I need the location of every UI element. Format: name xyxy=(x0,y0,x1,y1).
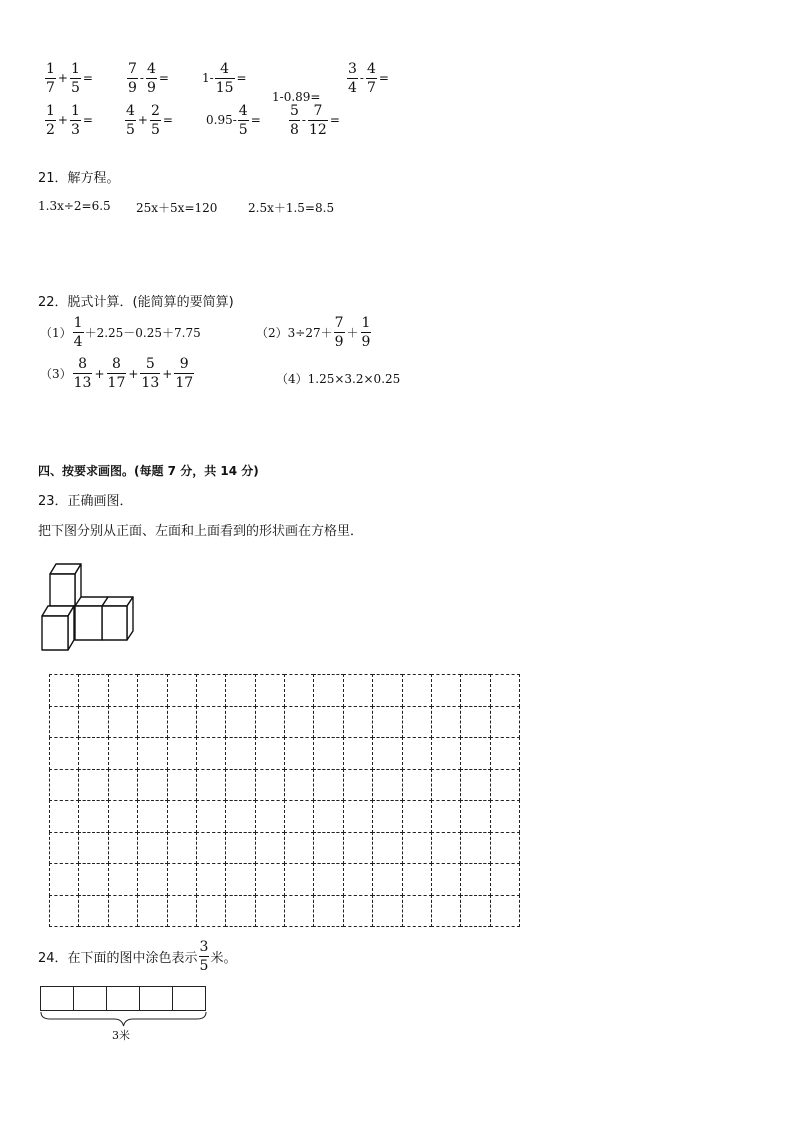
fraction-denominator: 7 xyxy=(366,79,376,96)
fraction-denominator: 9 xyxy=(128,79,137,96)
grid-cell[interactable] xyxy=(108,674,138,707)
grid-cell[interactable] xyxy=(460,706,490,739)
fraction-numerator: 4 xyxy=(220,60,230,77)
grid-cell[interactable] xyxy=(108,863,138,896)
grid-cell[interactable] xyxy=(490,832,520,865)
calc-item xyxy=(206,104,262,137)
grid-cell[interactable] xyxy=(49,674,79,707)
fraction-denominator: 5 xyxy=(70,79,80,96)
operator: - xyxy=(139,71,144,85)
grid-cell[interactable] xyxy=(225,895,255,928)
fraction-numerator: 8 xyxy=(78,356,88,372)
grid-cell[interactable] xyxy=(284,737,314,770)
item-number: （2） xyxy=(256,326,288,340)
fraction xyxy=(238,104,249,137)
grid-cell[interactable] xyxy=(284,769,314,802)
grid-cell[interactable] xyxy=(343,706,373,739)
grid-cell[interactable] xyxy=(255,737,285,770)
grid-cell[interactable] xyxy=(196,706,226,739)
operator: = xyxy=(82,113,93,127)
operator: = xyxy=(378,71,389,85)
grid-cell[interactable] xyxy=(460,769,490,802)
grid-cell[interactable] xyxy=(49,832,79,865)
expression-text: 1- xyxy=(202,71,214,85)
fraction-denominator: 7 xyxy=(46,79,55,96)
fraction-numerator: 8 xyxy=(111,356,121,372)
fraction-denominator: 9 xyxy=(146,79,156,96)
fraction-denominator: 17 xyxy=(175,375,194,391)
grid-cell[interactable] xyxy=(343,769,373,802)
segment-bar[interactable] xyxy=(40,986,206,1011)
q24-suffix: 米。 xyxy=(210,951,237,966)
grid-cell[interactable] xyxy=(402,706,432,739)
grid-cell[interactable] xyxy=(78,674,108,707)
grid-cell[interactable] xyxy=(167,863,197,896)
q24-prompt xyxy=(38,940,236,973)
grid-cell[interactable] xyxy=(225,737,255,770)
q24-fraction xyxy=(199,940,210,973)
q23-title: 23．正确画图． xyxy=(38,494,133,509)
operator: + xyxy=(94,366,105,381)
grid-cell[interactable] xyxy=(343,800,373,833)
grid-cell[interactable] xyxy=(49,800,79,833)
grid-cell[interactable] xyxy=(196,800,226,833)
q21-title: 21．解方程。 xyxy=(38,171,120,186)
grid-cell[interactable] xyxy=(137,769,167,802)
fraction xyxy=(140,357,160,390)
grid-cell[interactable] xyxy=(431,895,461,928)
grid-cell[interactable] xyxy=(167,832,197,865)
grid-cell[interactable] xyxy=(196,863,226,896)
grid-cell[interactable] xyxy=(431,769,461,802)
grid-cell[interactable] xyxy=(225,706,255,739)
q22-item-4 xyxy=(276,370,400,387)
calc-item xyxy=(44,104,94,137)
operator: - xyxy=(301,113,306,127)
grid-cell[interactable] xyxy=(167,674,197,707)
fraction-denominator: 5 xyxy=(150,121,160,138)
grid-cell[interactable] xyxy=(490,895,520,928)
grid-cell[interactable] xyxy=(343,832,373,865)
fraction-numerator: 4 xyxy=(366,60,376,77)
grid-cell[interactable] xyxy=(402,800,432,833)
grid-cell[interactable] xyxy=(490,863,520,896)
grid-cell[interactable] xyxy=(372,706,402,739)
expression-text: 3÷27＋ xyxy=(287,326,333,340)
bar-segment[interactable] xyxy=(41,987,74,1010)
grid-cell[interactable] xyxy=(137,863,167,896)
fraction-numerator: 9 xyxy=(179,356,189,372)
expression-text: 1.25×3.2×0.25 xyxy=(307,371,401,386)
grid-cell[interactable] xyxy=(78,737,108,770)
bar-segment[interactable] xyxy=(107,987,140,1010)
fraction-numerator: 3 xyxy=(348,60,357,77)
fraction-numerator: 4 xyxy=(146,60,156,77)
grid-cell[interactable] xyxy=(313,800,343,833)
section-4-title: 四、按要求画图。(每题 7 分，共 14 分) xyxy=(38,464,259,478)
grid-cell[interactable] xyxy=(225,863,255,896)
q21-equation-2: 25x＋5x=120 xyxy=(136,201,218,215)
fraction-denominator: 5 xyxy=(126,121,135,138)
grid-cell[interactable] xyxy=(137,895,167,928)
grid-cell[interactable] xyxy=(196,895,226,928)
grid-cell[interactable] xyxy=(196,737,226,770)
fraction-numerator: 7 xyxy=(128,60,137,77)
fraction-denominator: 13 xyxy=(73,375,92,391)
fraction xyxy=(73,357,93,390)
fraction xyxy=(146,62,157,95)
grid-cell[interactable] xyxy=(460,863,490,896)
grid-cell[interactable] xyxy=(167,706,197,739)
grid-cell[interactable] xyxy=(255,863,285,896)
q22-item-2 xyxy=(256,316,372,349)
operator: ＋ xyxy=(346,326,359,340)
fraction xyxy=(361,316,372,349)
grid-cell[interactable] xyxy=(255,832,285,865)
calc-item xyxy=(126,62,170,95)
fraction-numerator: 3 xyxy=(199,939,209,955)
bar-segment[interactable] xyxy=(74,987,107,1010)
grid-cell[interactable] xyxy=(460,800,490,833)
fraction-denominator: 9 xyxy=(334,334,344,350)
fraction xyxy=(70,62,81,95)
grid-cell[interactable] xyxy=(49,863,79,896)
grid-cell[interactable] xyxy=(313,674,343,707)
grid-cell[interactable] xyxy=(431,737,461,770)
calc-item xyxy=(44,62,94,95)
fraction xyxy=(127,62,138,95)
grid-cell[interactable] xyxy=(108,895,138,928)
fraction-denominator: 5 xyxy=(199,958,209,974)
fraction xyxy=(45,104,56,137)
grid-cell[interactable] xyxy=(225,832,255,865)
grid-cell[interactable] xyxy=(402,832,432,865)
grid-cell[interactable] xyxy=(490,706,520,739)
grid-cell[interactable] xyxy=(313,832,343,865)
grid-cell[interactable] xyxy=(372,800,402,833)
q23-instruction: 把下图分别从正面、左面和上面看到的形状画在方格里． xyxy=(38,524,364,539)
calc-item xyxy=(202,62,248,95)
fraction xyxy=(366,62,377,95)
operator: + xyxy=(128,366,139,381)
operator: = xyxy=(158,71,169,85)
calc-item xyxy=(346,62,390,95)
fraction-numerator: 2 xyxy=(150,102,160,119)
operator: = xyxy=(236,71,247,85)
q22-item-1 xyxy=(40,316,201,349)
fraction-denominator: 8 xyxy=(290,121,299,138)
fraction xyxy=(347,62,358,95)
grid-cell[interactable] xyxy=(313,863,343,896)
grid-cell[interactable] xyxy=(108,800,138,833)
fraction-denominator: 12 xyxy=(308,121,327,138)
grid-cell[interactable] xyxy=(255,674,285,707)
calc-item xyxy=(272,90,320,104)
grid-cell[interactable] xyxy=(402,737,432,770)
calc-item xyxy=(288,104,341,137)
fraction-numerator: 5 xyxy=(290,102,299,119)
fraction-numerator: 1 xyxy=(46,60,55,77)
grid-cell[interactable] xyxy=(284,895,314,928)
grid-cell[interactable] xyxy=(137,737,167,770)
grid-cell[interactable] xyxy=(225,800,255,833)
q22-item-3 xyxy=(40,357,195,390)
fraction xyxy=(289,104,300,137)
grid-cell[interactable] xyxy=(284,832,314,865)
grid-cell[interactable] xyxy=(78,863,108,896)
grid-cell[interactable] xyxy=(49,706,79,739)
fraction xyxy=(107,357,127,390)
grid-cell[interactable] xyxy=(49,769,79,802)
grid-cell[interactable] xyxy=(313,895,343,928)
fraction-numerator: 7 xyxy=(334,315,344,331)
grid-cell[interactable] xyxy=(137,706,167,739)
bar-segment[interactable] xyxy=(140,987,173,1010)
operator: + xyxy=(57,113,68,127)
grid-cell[interactable] xyxy=(255,895,285,928)
operator: = xyxy=(329,113,340,127)
grid-cell[interactable] xyxy=(372,895,402,928)
grid-cell[interactable] xyxy=(137,800,167,833)
bar-segment[interactable] xyxy=(173,987,205,1010)
grid-cell[interactable] xyxy=(255,769,285,802)
grid-cell[interactable] xyxy=(167,737,197,770)
grid-cell[interactable] xyxy=(343,737,373,770)
grid-cell[interactable] xyxy=(284,800,314,833)
grid-cell[interactable] xyxy=(431,706,461,739)
grid-cell[interactable] xyxy=(255,800,285,833)
grid-cell[interactable] xyxy=(402,895,432,928)
grid-cell[interactable] xyxy=(284,863,314,896)
q22-title: 22．脱式计算．(能简算的要简算) xyxy=(38,295,234,310)
grid-cell[interactable] xyxy=(108,832,138,865)
grid-cell[interactable] xyxy=(431,800,461,833)
grid-cell[interactable] xyxy=(460,832,490,865)
fraction-denominator: 9 xyxy=(361,334,371,350)
fraction-numerator: 1 xyxy=(46,102,55,119)
expression-text: 0.95- xyxy=(206,113,237,127)
fraction-denominator: 4 xyxy=(348,79,357,96)
grid-cell[interactable] xyxy=(167,800,197,833)
fraction-numerator: 1 xyxy=(70,102,80,119)
fraction-denominator: 17 xyxy=(107,375,126,391)
fraction-numerator: 4 xyxy=(238,102,248,119)
grid-cell[interactable] xyxy=(108,706,138,739)
item-number: （4） xyxy=(276,372,308,386)
item-number: （3） xyxy=(40,367,72,381)
calc-item xyxy=(124,104,174,137)
fraction xyxy=(73,316,84,349)
grid-cell[interactable] xyxy=(49,737,79,770)
grid-cell[interactable] xyxy=(78,832,108,865)
grid-cell[interactable] xyxy=(313,737,343,770)
grid-cell[interactable] xyxy=(490,800,520,833)
fraction-denominator: 3 xyxy=(70,121,80,138)
grid-cell[interactable] xyxy=(78,769,108,802)
grid-cell[interactable] xyxy=(255,706,285,739)
grid-cell[interactable] xyxy=(343,895,373,928)
grid-cell[interactable] xyxy=(372,863,402,896)
grid-cell[interactable] xyxy=(372,832,402,865)
grid-cell[interactable] xyxy=(78,800,108,833)
fraction-numerator: 1 xyxy=(361,315,371,331)
fraction-numerator: 5 xyxy=(145,356,155,372)
operator: = xyxy=(82,71,93,85)
item-number: （1） xyxy=(40,326,72,340)
operator: - xyxy=(359,71,364,85)
grid-cell[interactable] xyxy=(49,895,79,928)
fraction xyxy=(70,104,81,137)
fraction xyxy=(308,104,328,137)
operator: + xyxy=(137,113,148,127)
q24-prefix: 24．在下面的图中涂色表示 xyxy=(38,951,198,966)
grid-cell[interactable] xyxy=(402,674,432,707)
grid-cell[interactable] xyxy=(372,737,402,770)
fraction xyxy=(150,104,161,137)
grid-cell[interactable] xyxy=(196,674,226,707)
fraction xyxy=(174,357,194,390)
grid-cell[interactable] xyxy=(137,832,167,865)
grid-cell[interactable] xyxy=(372,674,402,707)
grid-cell[interactable] xyxy=(460,674,490,707)
fraction-numerator: 1 xyxy=(70,60,80,77)
grid-cell[interactable] xyxy=(460,737,490,770)
grid-cell[interactable] xyxy=(343,674,373,707)
grid-cell[interactable] xyxy=(284,706,314,739)
grid-cell[interactable] xyxy=(343,863,373,896)
grid-cell[interactable] xyxy=(313,706,343,739)
operator: = xyxy=(250,113,261,127)
grid-cell[interactable] xyxy=(372,769,402,802)
fraction-denominator: 4 xyxy=(73,334,83,350)
grid-cell[interactable] xyxy=(167,769,197,802)
grid-cell[interactable] xyxy=(167,895,197,928)
grid-cell[interactable] xyxy=(284,674,314,707)
grid-cell[interactable] xyxy=(490,674,520,707)
q21-equation-3: 2.5x＋1.5=8.5 xyxy=(248,201,335,215)
fraction-numerator: 1 xyxy=(73,315,83,331)
grid-cell[interactable] xyxy=(402,769,432,802)
operator: = xyxy=(162,113,173,127)
grid-cell[interactable] xyxy=(108,737,138,770)
grid-cell[interactable] xyxy=(196,769,226,802)
expression-text: ＋2.25－0.25＋7.75 xyxy=(84,326,201,340)
grid-cell[interactable] xyxy=(196,832,226,865)
fraction-numerator: 4 xyxy=(126,102,135,119)
fraction xyxy=(125,104,136,137)
grid-cell[interactable] xyxy=(431,863,461,896)
operator: + xyxy=(57,71,68,85)
grid-cell[interactable] xyxy=(490,769,520,802)
grid-cell[interactable] xyxy=(313,769,343,802)
fraction-denominator: 15 xyxy=(215,79,234,96)
brace xyxy=(40,1011,207,1027)
fraction xyxy=(334,316,345,349)
grid-cell[interactable] xyxy=(108,769,138,802)
cube-figure xyxy=(36,560,140,656)
fraction-denominator: 13 xyxy=(141,375,160,391)
drawing-grid[interactable] xyxy=(49,674,519,926)
grid-cell[interactable] xyxy=(78,895,108,928)
grid-cell[interactable] xyxy=(490,737,520,770)
fraction xyxy=(45,62,56,95)
q21-equation-1: 1.3x÷2=6.5 xyxy=(38,199,111,213)
brace-label: 3米 xyxy=(112,1029,130,1042)
grid-cell[interactable] xyxy=(78,706,108,739)
grid-cell[interactable] xyxy=(431,832,461,865)
operator: + xyxy=(162,366,173,381)
grid-cell[interactable] xyxy=(225,674,255,707)
grid-cell[interactable] xyxy=(137,674,167,707)
grid-cell[interactable] xyxy=(402,863,432,896)
fraction xyxy=(215,62,235,95)
grid-cell[interactable] xyxy=(431,674,461,707)
expression-text: 1-0.89= xyxy=(272,90,321,104)
fraction-numerator: 7 xyxy=(313,102,323,119)
fraction-denominator: 5 xyxy=(238,121,248,138)
grid-cell[interactable] xyxy=(225,769,255,802)
fraction-denominator: 2 xyxy=(46,121,55,138)
grid-cell[interactable] xyxy=(460,895,490,928)
